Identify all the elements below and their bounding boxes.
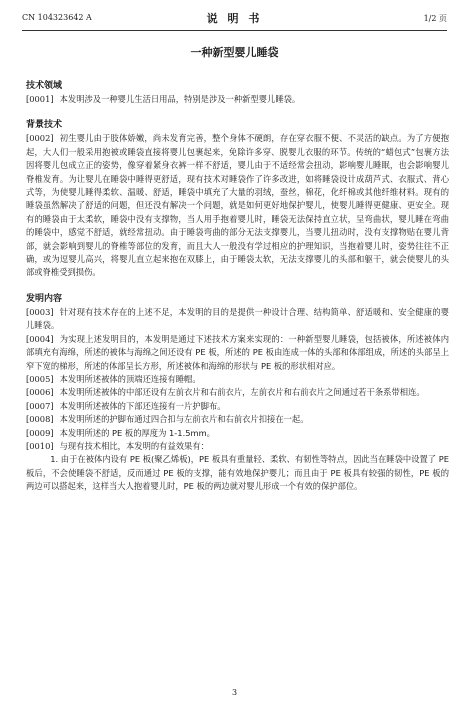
paragraph-text: 本发明所述被体的顶端还连接有睡帽。 bbox=[59, 373, 201, 384]
paragraph-number: [0010] bbox=[26, 440, 54, 451]
section-heading: 背景技术 bbox=[26, 120, 63, 131]
invention-title: 一种新型婴儿睡袋 bbox=[190, 46, 279, 59]
paragraph bbox=[26, 306, 449, 333]
paragraph-number: [0005] bbox=[26, 373, 54, 384]
paragraph bbox=[26, 386, 449, 399]
paragraph-text: 本发明所述的护脚布通过四合扣与左前衣片和右前衣片扣接在一起。 bbox=[59, 414, 309, 425]
page-number: 3 bbox=[231, 688, 238, 697]
paragraph bbox=[26, 132, 449, 279]
paragraph-text: 针对现有技术存在的上述不足，本发明的目的是提供一种设计合理、结构简单、舒适暖和、安全健康的婴儿睡袋。 bbox=[26, 306, 449, 331]
paragraph-number: [0008] bbox=[26, 414, 54, 425]
paragraph-number: [0003] bbox=[26, 306, 54, 317]
paragraph-number: [0002] bbox=[26, 133, 54, 144]
paragraph-number: [0007] bbox=[26, 400, 54, 411]
paragraph-number: [0004] bbox=[26, 333, 54, 344]
paragraph bbox=[26, 427, 449, 440]
paragraph bbox=[26, 440, 449, 453]
paragraph-text: 为实现上述发明目的，本发明是通过下述技术方案来实现的：一种新型婴儿睡袋，包括被体，所述被体内部填充有海绵，所述的被体与海绵之间还设有 PE 板，所述的 PE 板由连成一体的头部和体部组成，所述的头部呈上窄下宽的梯形，所述的体部呈长方形，所述被体和海绵的形状与 PE 板的形状相对应。 bbox=[26, 333, 449, 371]
paragraph-number: [0001] bbox=[26, 94, 54, 104]
paragraph bbox=[26, 453, 449, 493]
paragraph-text: 与现有技术相比，本发明的有益效果有： bbox=[59, 440, 209, 451]
document-number: CN 104323642 A bbox=[22, 13, 92, 22]
paragraph-text: 初生婴儿由于肢体娇嫩，尚未发育完善，整个身体不硬朗，存在穿衣服不便、不灵活的缺点。为了方便抱起，大人们一般采用抱被或睡袋直接将婴儿包裹起来，免除许多穿、脱婴儿衣服的环节。传统的“蜡包式”包裹方法因将婴儿包成立正的姿势，像穿着紧身衣裤一样不舒适，婴儿由于不适经常会扭动，影响婴儿睡眠，也会影响婴儿脊椎发育。为让婴儿在睡袋中睡得更舒适，现有技术对睡袋作了许多改进，如将睡袋设计成葫芦式、衣服式、背心式等，为使婴儿睡得柔软、温暖、舒适，睡袋中填充了大量的羽绒，蚕丝，棉花，化纤棉或其他纤维材料。现有的睡袋虽然解决了舒适的问题，但还没有解决一个问题，就是如何更好地保护婴儿，使婴儿睡得更健康、更安全。现有的睡袋由于太柔软，睡袋中没有支撑物，当人用手抱着婴儿时，睡袋无法保持直立状，呈弯曲状，婴儿睡在弯曲的睡袋中，感觉不舒适，就经常扭动。由于睡袋弯曲的部分无法支撑婴儿，当婴儿扭动时，没有支撑物贴在婴儿背部，就会影响到婴儿的脊椎等部位的发育，而且大人一般没有学过相应的护理知识，当抱着婴儿时，姿势往往不正确，或为逗婴儿高兴，将婴儿直立起来抱在双膝上，由于睡袋太软，无法支撑婴儿的头部和躯干，就会使婴儿的头部或脊椎受到损伤。 bbox=[26, 133, 449, 278]
page-indicator: 1/2 页 bbox=[423, 14, 447, 23]
paragraph-text: 1. 由于在被体内设有 PE 板(聚乙烯板)，PE 板具有重量轻、柔软、有韧性等特点，因此当在睡袋中设置了 PE 板后，不会使睡袋不舒适，反而通过 PE 板的支撑，能有效地保护婴儿；而且由于 PE 板具有较强的韧性，PE 板的两边可以搭起来，这样当大人抱着婴儿时，PE 板的两边就对婴儿形成一个有效的保护部位。 bbox=[26, 454, 449, 492]
paragraph bbox=[26, 400, 449, 413]
paragraph-number: [0009] bbox=[26, 427, 54, 438]
section-heading: 技术领域 bbox=[26, 81, 63, 91]
paragraph bbox=[26, 333, 449, 373]
paragraph bbox=[26, 413, 449, 426]
paragraph-text: 本发明所述的 PE 板的厚度为 1-1.5mm。 bbox=[59, 427, 215, 438]
page-header bbox=[22, 8, 447, 31]
paragraph bbox=[26, 93, 449, 106]
section-gap bbox=[26, 106, 449, 119]
paragraph-text: 本发明所述被体的下部还连接有一片护脚布。 bbox=[59, 400, 226, 411]
paragraph-text: 本发明涉及一种婴儿生活日用品，特别是涉及一种新型婴儿睡袋。 bbox=[59, 94, 301, 104]
paragraph bbox=[26, 373, 449, 386]
paragraph-number: [0006] bbox=[26, 387, 54, 398]
section-gap bbox=[26, 280, 449, 293]
paragraph-text: 本发明所述被体的中部还设有左前衣片和右前衣片，左前衣片和右前衣片之间通过若干条系带相连。 bbox=[59, 387, 425, 398]
section-heading: 发明内容 bbox=[26, 293, 63, 304]
document-body bbox=[26, 80, 449, 494]
document-type: 说 明 书 bbox=[206, 12, 263, 25]
